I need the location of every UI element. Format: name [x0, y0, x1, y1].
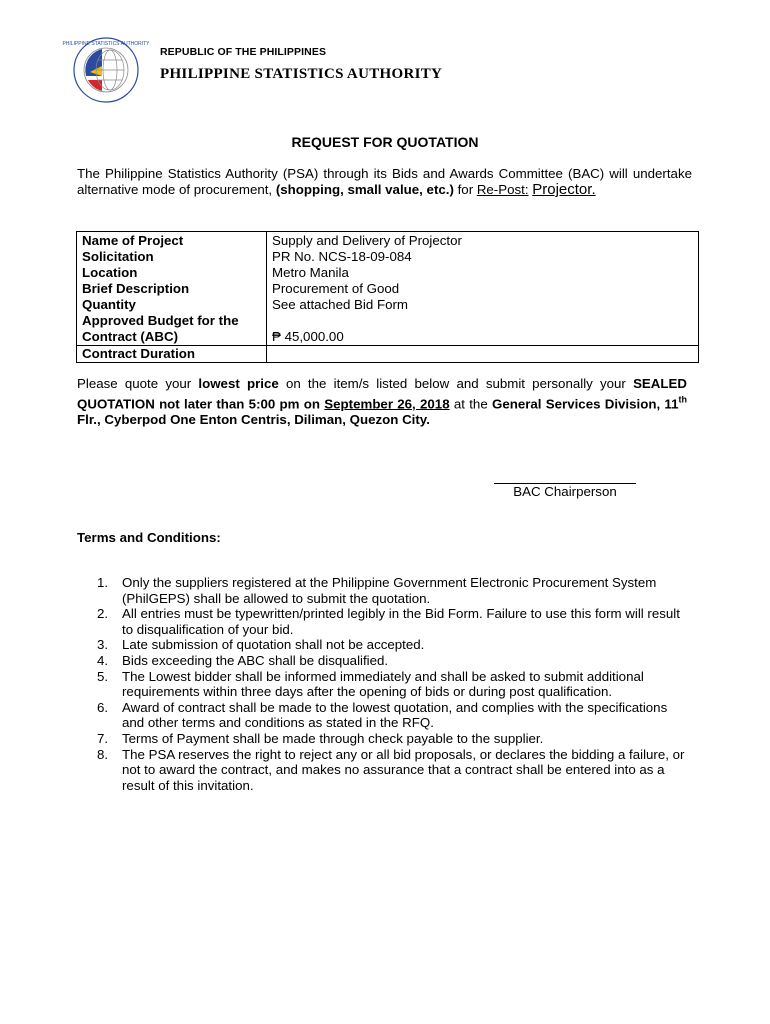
- list-item: [77, 637, 692, 653]
- item-number: 2.: [97, 606, 109, 622]
- table-row: [77, 297, 699, 313]
- seal-text: PHILIPPINE STATISTICS AUTHORITY: [62, 41, 150, 47]
- project-info-table: [76, 231, 699, 363]
- item-text: Only the suppliers registered at the Philippine Government Electronic Procurement System (PhilGEPS) shall be allowed to submit the quotation.: [122, 575, 657, 606]
- item-number: 3.: [97, 637, 109, 653]
- intro-text-2: for: [453, 182, 477, 197]
- row-value: See attached Bid Form: [272, 297, 408, 312]
- row-value: [267, 346, 699, 363]
- abc-value: ₱ 45,000.00: [272, 329, 344, 344]
- item-number: 7.: [97, 730, 109, 746]
- row-label: Quantity: [77, 297, 267, 313]
- deadline-date: September 26, 2018: [324, 396, 450, 412]
- row-value: Procurement of Good: [272, 281, 400, 296]
- row-label: Location: [77, 265, 267, 281]
- item-number: 4.: [97, 652, 109, 668]
- table-row: [77, 232, 699, 250]
- quote-bold: SEALED QUOTATION not later than 5:00 pm on: [77, 376, 687, 412]
- quote-text: at the: [449, 396, 492, 412]
- list-item: [77, 575, 692, 606]
- project-name: Projector.: [532, 181, 596, 198]
- table-row: [77, 346, 699, 363]
- quotation-instructions: [77, 376, 687, 428]
- intro-bold: (shopping, small value, etc.): [275, 182, 454, 197]
- republic-label: REPUBLIC OF THE PHILIPPINES: [160, 46, 327, 58]
- row-label: Brief Description: [77, 281, 267, 297]
- list-item: [77, 653, 692, 669]
- psa-seal-logo: [62, 36, 150, 104]
- signatory-title: BAC Chairperson: [513, 484, 617, 499]
- row-label: Approved Budget for the Contract (ABC): [77, 313, 267, 346]
- quote-bold: lowest price: [198, 376, 279, 391]
- quote-text: on the item/s listed below and submit personally your: [278, 376, 634, 391]
- item-number: 8.: [97, 746, 109, 762]
- item-number: 5.: [97, 668, 109, 684]
- terms-heading: Terms and Conditions:: [77, 530, 221, 545]
- row-label: Name of Project: [77, 232, 267, 250]
- table-row: [77, 281, 699, 297]
- quote-bold: General Services Division, 11: [491, 396, 679, 412]
- repost-label: Re-Post:: [476, 182, 529, 197]
- quote-bold: Flr., Cyberpod One Enton Centris, Diliman, Quezon City.: [77, 412, 430, 428]
- row-value: Metro Manila: [272, 265, 349, 280]
- table-row: [77, 265, 699, 281]
- terms-list: [77, 575, 692, 793]
- item-text: The PSA reserves the right to reject any or all bid proposals, or declares the bidding a failure, or not to award the contract, and makes no assurance that a contract shall be entered into as a result of this invitation.: [122, 746, 685, 793]
- list-item: [77, 700, 692, 731]
- item-text: The Lowest bidder shall be informed immediately and shall be asked to submit additional requirements within three days after the opening of bids or during post qualification.: [122, 668, 644, 700]
- list-item: [77, 669, 692, 700]
- row-label: Contract Duration: [77, 346, 267, 363]
- quote-text: Please quote your: [77, 376, 199, 391]
- letterhead: [62, 36, 472, 104]
- item-text: Late submission of quotation shall not be accepted.: [122, 637, 425, 653]
- document-title: REQUEST FOR QUOTATION: [291, 134, 479, 150]
- row-label: Solicitation: [77, 249, 267, 265]
- agency-name: PHILIPPINE STATISTICS AUTHORITY: [160, 66, 443, 82]
- intro-paragraph: [77, 166, 692, 198]
- row-value: PR No. NCS-18-09-084: [272, 249, 412, 264]
- item-text: Bids exceeding the ABC shall be disqualified.: [122, 652, 389, 668]
- item-text: Award of contract shall be made to the lowest quotation, and complies with the specifications and other terms and conditions as stated in the RFQ.: [122, 699, 668, 731]
- table-row: [77, 313, 699, 346]
- item-number: 1.: [97, 575, 109, 590]
- row-value: Supply and Delivery of Projector: [267, 232, 699, 250]
- item-number: 6.: [97, 699, 109, 715]
- item-text: All entries must be typewritten/printed legibly in the Bid Form. Failure to use this form will result to disqualification of your bid.: [122, 606, 680, 637]
- intro-text: The Philippine Statistics Authority (PSA) through its Bids and Awards Committee (BAC) will undertake alternative mode of procurement,: [77, 166, 692, 197]
- item-text: Terms of Payment shall be made through check payable to the supplier.: [122, 730, 544, 746]
- list-item: [77, 747, 692, 794]
- list-item: [77, 731, 692, 747]
- table-row: [77, 249, 699, 265]
- list-item: [77, 606, 692, 637]
- ordinal-suffix: th: [678, 395, 687, 405]
